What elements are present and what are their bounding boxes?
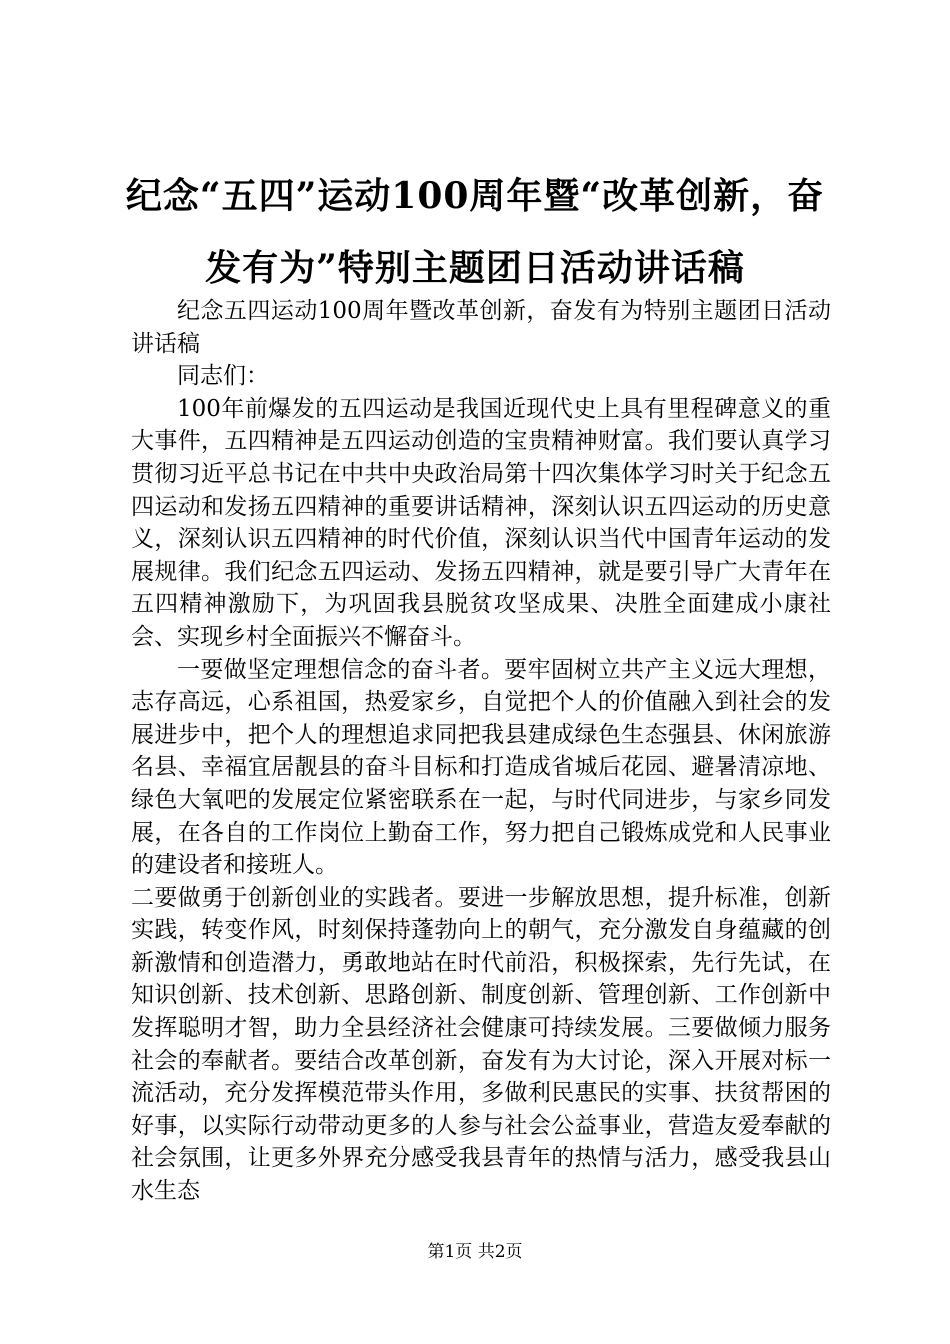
document-title: 纪念“五四”运动100周年暨“改革创新，奋发有为”特别主题团日活动讲话稿 [125, 175, 825, 289]
paragraph-1: 100年前爆发的五四运动是我国近现代史上具有里程碑意义的重大事件，五四精神是五四运动创造的宝贵精神财富。我们要认真学习贯彻习近平总书记在中共中央政治局第十四次集体学习时关于纪念五四运动和发扬五四精神的重要讲话精神，深刻认识五四运动的历史意义，深刻认识五四精神的时代价值，深刻认识当代中国青年运动的发展规律。我们纪念五四运动、发扬五四精神，就是要引导广大青年在五四精神激励下，为巩固我县脱贫攻坚成果、决胜全面建成小康社会、实现乡村全面振兴不懈奋斗。 [131, 395, 831, 650]
page-number-footer: 第1页 共2页 [427, 1242, 523, 1262]
salutation: 同志们： [177, 363, 269, 390]
paragraph-2: 一要做坚定理想信念的奋斗者。要牢固树立共产主义远大理想，志存高远，心系祖国，热爱家乡，自觉把个人的价值融入到社会的发展进步中，把个人的理想追求同把我县建成绿色生态强县、休闲旅游名县、幸福宜居靓县的奋斗目标和打造成省城后花园、避暑清凉地、绿色大氧吧的发展定位紧密联系在一起，与时代同进步，与家乡同发展，在各自的工作岗位上勤奋工作，努力把自己锻炼成党和人民事业的建设者和接班人。 [131, 656, 831, 879]
document-subtitle: 纪念五四运动100周年暨改革创新，奋发有为特别主题团日活动讲话稿 [131, 298, 831, 357]
document-body [131, 295, 831, 1208]
paragraph-3: 二要做勇于创新创业的实践者。要进一步解放思想，提升标准，创新实践，转变作风，时刻保持蓬勃向上的朝气，充分激发自身蕴藏的创新激情和创造潜力，勇敢地站在时代前沿，积极探索，先行先试，在知识创新、技术创新、思路创新、制度创新、管理创新、工作创新中发挥聪明才智，助力全县经济社会健康可持续发展。三要做倾力服务社会的奉献者。要结合改革创新，奋发有为大讨论，深入开展对标一流活动，充分发挥模范带头作用，多做利民惠民的实事、扶贫帮困的好事，以实际行动带动更多的人参与社会公益事业，营造友爱奉献的社会氛围，让更多外界充分感受我县青年的热情与活力，感受我县山水生态 [131, 884, 831, 1205]
